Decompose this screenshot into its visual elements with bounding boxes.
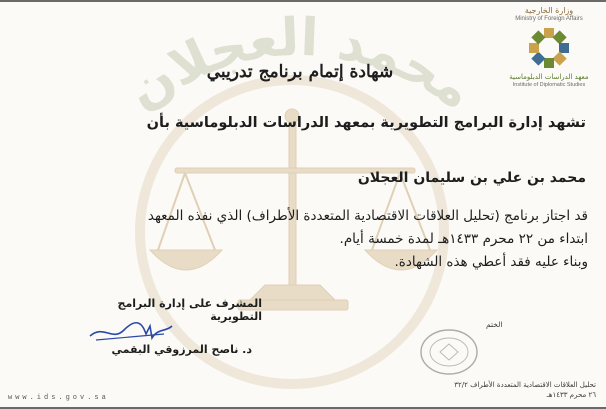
certificate-title: شهادة إتمام برنامج تدريبي (206, 62, 394, 82)
supervisor-title: المشرف على إدارة البرامج التطويرية (117, 297, 262, 323)
certificate-body (18, 205, 588, 274)
institute-logo (506, 6, 592, 89)
reference-program: تحليل العلاقات الاقتصادية المتعددة الأطراف ٣٢/٢ (454, 381, 596, 389)
ministry-name-english: Ministry of Foreign Affairs (515, 16, 583, 22)
institute-name-english: Institute of Diplomatic Studies (512, 82, 586, 88)
official-stamp (418, 326, 480, 378)
handwritten-signature (86, 318, 176, 346)
institute-name-arabic: معهد الدراسات الدبلوماسية (509, 73, 589, 81)
certificate-reference (400, 380, 596, 400)
watermark-name: محمد العجلان (116, 7, 484, 122)
recipient-name: محمد بن علي بن سليمان العجلان (357, 170, 586, 186)
emblem-icon (526, 25, 572, 71)
body-line-program: قد اجتاز برنامج (تحليل العلاقات الاقتصادية المتعددة الأطراف) الذي نفذه المعهد (147, 208, 588, 224)
ministry-name-arabic: وزارة الخارجية (524, 6, 574, 15)
certify-line: تشهد إدارة البرامج التطويرية بمعهد الدراسات الدبلوماسية بأن (146, 115, 586, 131)
seal-label: الختم (486, 320, 503, 329)
body-line-dates: ابتداء من ٢٢ محرم ١٤٣٣هـ لمدة خمسة أيام. (339, 231, 588, 247)
body-line-conclusion: وبناء عليه فقد أعطي هذه الشهادة. (394, 254, 588, 270)
reference-date: ٢٦ محرم ١٤٣٣هـ (546, 391, 596, 399)
supervisor-name: د. ناصح المرزوقي البقمي (111, 343, 252, 356)
website-url: www.ids.gov.sa (8, 394, 109, 402)
